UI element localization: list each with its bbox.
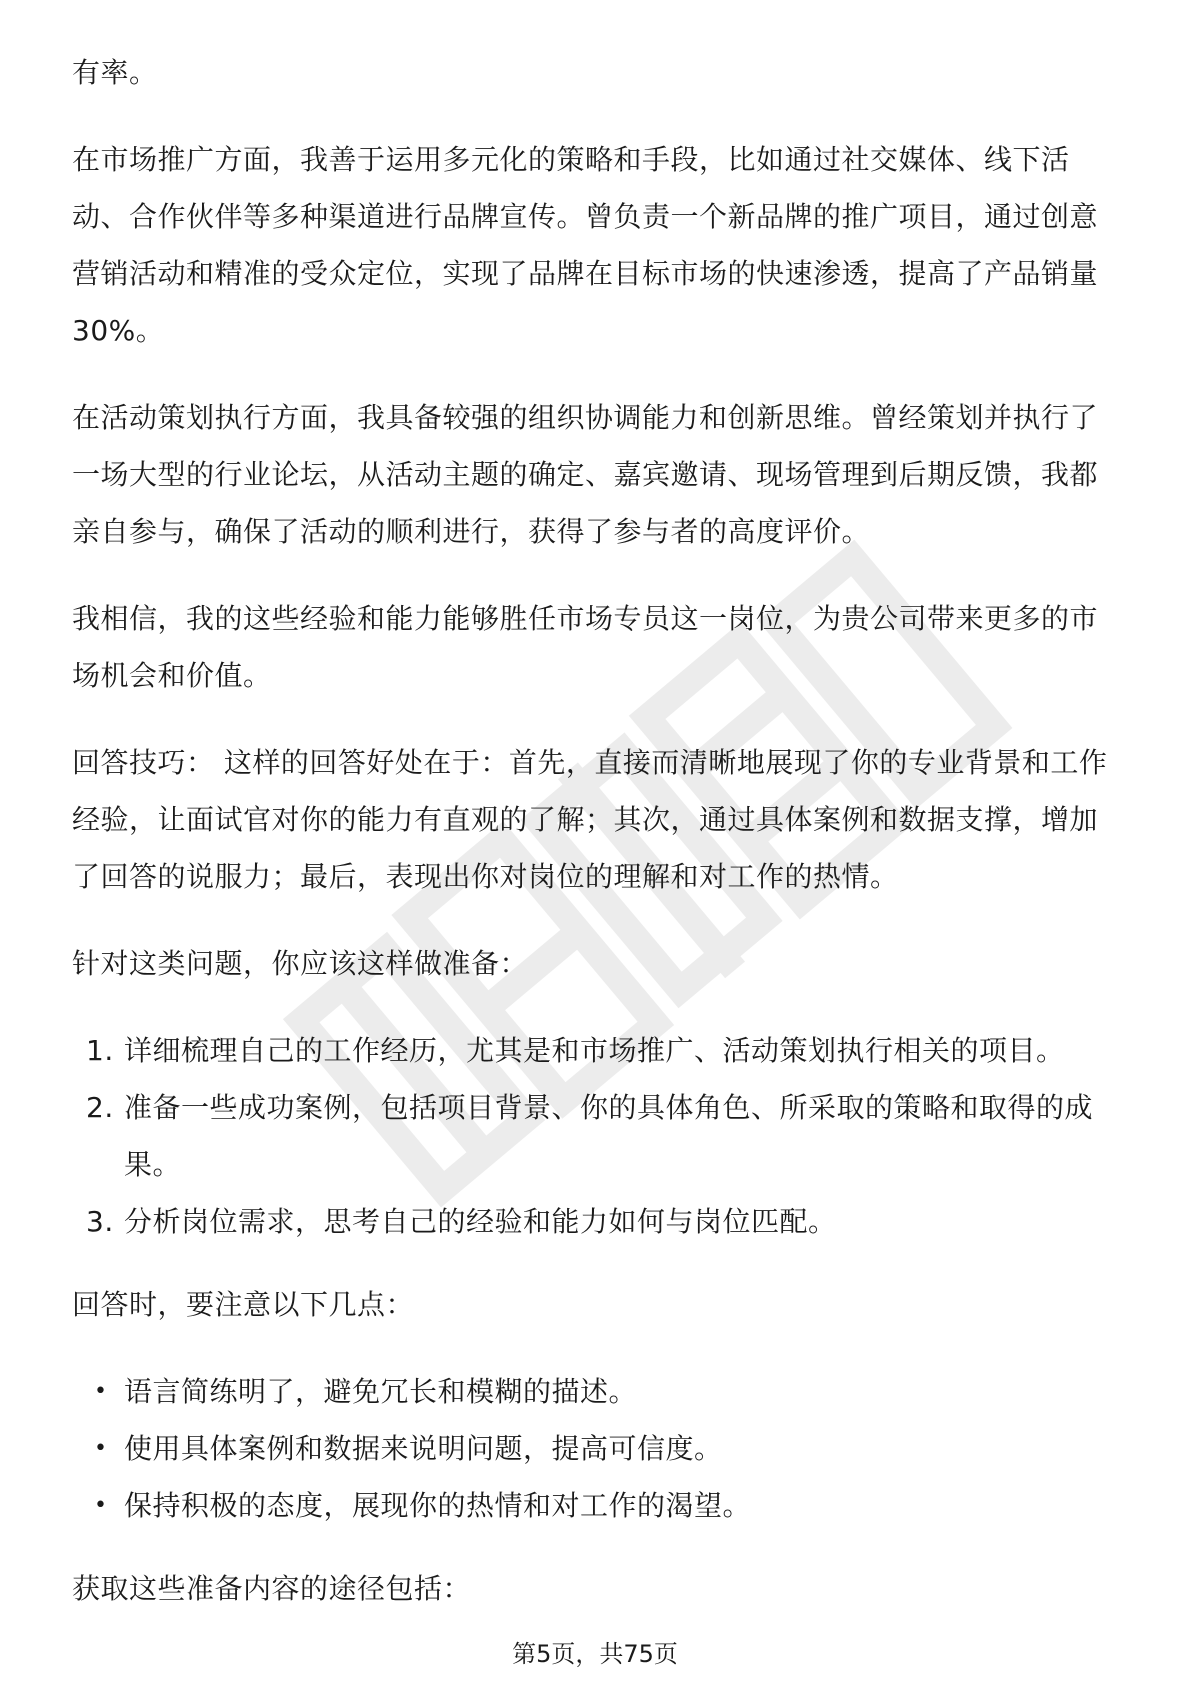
paragraph-continuation: 有率。 xyxy=(72,56,158,89)
paragraph-prep-intro: 针对这类问题，你应该这样做准备： xyxy=(72,947,529,980)
paragraph-closing: 获取这些准备内容的途径包括： xyxy=(72,1572,472,1605)
list-item-text: 准备一些成功案例，包括项目背景、你的具体角色、所采取的策略和取得的成果。 xyxy=(124,1091,1094,1181)
list-number: 2. xyxy=(86,1091,114,1124)
paragraph-notes-intro: 回答时，要注意以下几点： xyxy=(72,1288,415,1321)
page-number: 第5页，共75页 xyxy=(512,1640,678,1668)
list-item xyxy=(72,1079,1122,1193)
list-item xyxy=(72,1420,1122,1477)
list-item xyxy=(72,1022,1122,1079)
bullet-icon: • xyxy=(94,1493,108,1518)
bullet-icon: • xyxy=(94,1379,108,1404)
list-item-text: 使用具体案例和数据来说明问题，提高可信度。 xyxy=(124,1432,723,1465)
list-number: 3. xyxy=(86,1205,114,1238)
paragraph-conclusion: 我相信，我的这些经验和能力能够胜任市场专员这一岗位，为贵公司带来更多的市场机会和价值。 xyxy=(72,602,1099,692)
paragraph-answer-tips: 回答技巧： 这样的回答好处在于：首先，直接而清晰地展现了你的专业背景和工作经验，让面试官对你的能力有直观的了解；其次，通过具体案例和数据支撑，增加了回答的说服力；最后，表现出你对岗位的理解和对工作的热情。 xyxy=(72,746,1108,893)
list-item xyxy=(72,1363,1122,1420)
list-item xyxy=(72,1477,1122,1534)
list-item-text: 语言简练明了，避免冗长和模糊的描述。 xyxy=(124,1375,638,1408)
prep-list xyxy=(72,1022,1122,1250)
bullet-icon: • xyxy=(94,1436,108,1461)
list-item xyxy=(72,1193,1122,1250)
list-item-text: 分析岗位需求，思考自己的经验和能力如何与岗位匹配。 xyxy=(124,1205,837,1238)
document-body xyxy=(72,44,1122,1647)
list-item-text: 保持积极的态度，展现你的热情和对工作的渴望。 xyxy=(124,1489,752,1522)
paragraph-marketing-promotion: 在市场推广方面，我善于运用多元化的策略和手段，比如通过社交媒体、线下活动、合作伙伴等多种渠道进行品牌宣传。曾负责一个新品牌的推广项目，通过创意营销活动和精准的受众定位，实现了品牌在目标市场的快速渗透，提高了产品销量30%。 xyxy=(72,143,1099,347)
paragraph-event-planning: 在活动策划执行方面，我具备较强的组织协调能力和创新思维。曾经策划并执行了一场大型的行业论坛，从活动主题的确定、嘉宾邀请、现场管理到后期反馈，我都亲自参与，确保了活动的顺利进行，获得了参与者的高度评价。 xyxy=(72,401,1099,548)
list-number: 1. xyxy=(86,1034,114,1067)
list-item-text: 详细梳理自己的工作经历，尤其是和市场推广、活动策划执行相关的项目。 xyxy=(124,1034,1065,1067)
notes-list xyxy=(72,1363,1122,1534)
